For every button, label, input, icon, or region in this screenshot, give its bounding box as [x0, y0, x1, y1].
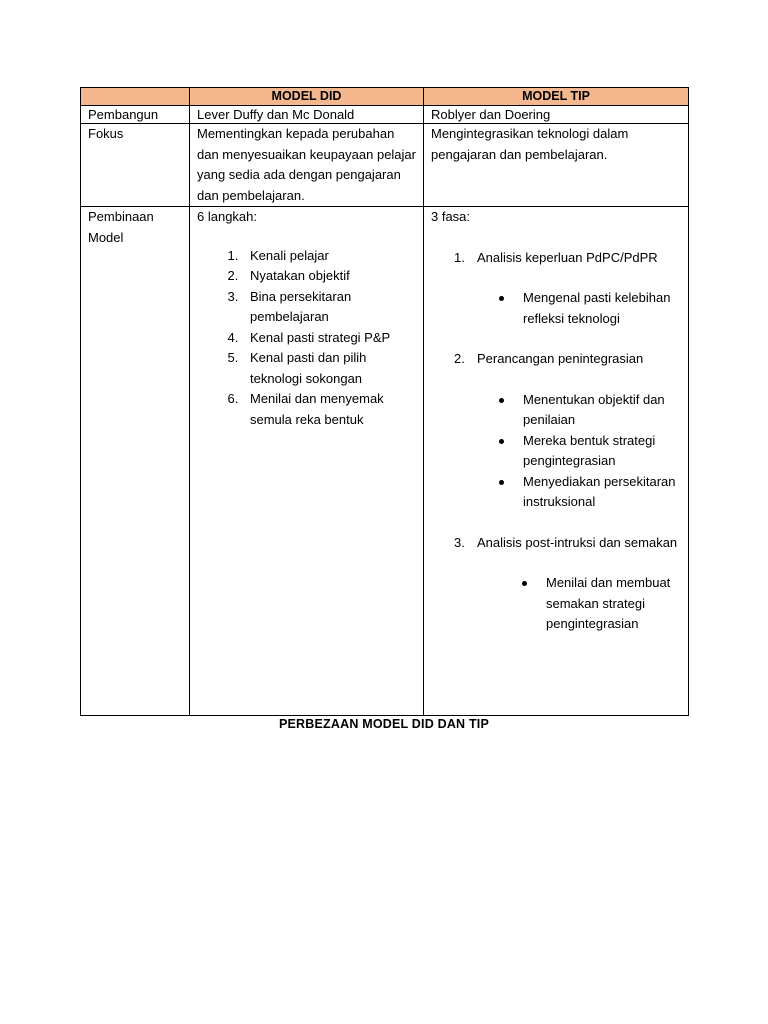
table-caption: PERBEZAAN MODEL DID DAN TIP — [278, 717, 490, 731]
did-pembinaan — [190, 207, 424, 716]
tip-phase-3 — [431, 533, 684, 635]
phase-bullet — [431, 472, 684, 513]
tip-fokus: Mengintegrasikan teknologi dalam pengajaran dan pembelajaran. — [424, 124, 689, 207]
did-fokus: Mementingkan kepada perubahan dan menyesuaikan keupayaan pelajar yang sedia ada dengan pengajaran dan pembelajaran. — [190, 124, 424, 207]
phase-number: 2. — [454, 351, 465, 366]
header-row — [81, 88, 689, 106]
header-model-tip: MODEL TIP — [424, 88, 689, 106]
tip-phase-2 — [431, 349, 684, 513]
bullet-text: Menilai dan membuat semakan strategi pengintegrasian — [546, 575, 671, 631]
tip-phase-1 — [431, 248, 684, 330]
phase-title: Perancangan penintegrasian — [477, 351, 644, 366]
row-pembangun — [81, 106, 689, 124]
phase-bullets — [431, 573, 684, 635]
did-step: 2. Nyatakan objektif — [242, 266, 419, 287]
row-pembinaan — [81, 207, 689, 716]
did-step: 5. Kenal pasti dan pilih teknologi sokongan — [242, 348, 419, 389]
phase-title: Analisis keperluan PdPC/PdPR — [477, 249, 658, 265]
phase-bullets — [431, 288, 684, 329]
header-blank — [81, 88, 190, 106]
row-label-fokus: Fokus — [81, 124, 190, 207]
bullet-text: Menyediakan persekitaran instruksional — [523, 473, 676, 509]
comparison-table — [80, 87, 689, 716]
phase-bullet — [431, 431, 684, 472]
tip-pembangun: Roblyer dan Doering — [424, 106, 689, 124]
phase-number: 3. — [454, 534, 465, 550]
did-step: 6. Menilai dan menyemak semula reka bentuk — [242, 389, 419, 430]
did-steps-list — [197, 246, 419, 431]
row-fokus — [81, 124, 689, 207]
did-step: 1. Kenali pelajar — [242, 246, 419, 267]
did-step: 4. Kenal pasti strategi P&P — [242, 328, 419, 349]
did-steps-intro: 6 langkah: — [197, 209, 257, 224]
bullet-text: Mengenal pasti kelebihan refleksi teknologi — [523, 290, 671, 326]
bullet-icon — [499, 480, 504, 485]
phase-number: 1. — [454, 249, 465, 265]
phase-bullet — [431, 288, 684, 329]
bullet-icon — [499, 296, 504, 301]
bullet-icon — [499, 398, 504, 403]
bullet-text: Menentukan objektif dan penilaian — [523, 391, 665, 427]
phase-bullet — [431, 390, 684, 431]
phase-title: Analisis post-intruksi dan semakan — [477, 534, 678, 550]
row-label-pembangun: Pembangun — [81, 106, 190, 124]
did-pembangun: Lever Duffy dan Mc Donald — [190, 106, 424, 124]
bullet-icon — [499, 439, 504, 444]
header-model-did: MODEL DID — [190, 88, 424, 106]
tip-phases-intro: 3 fasa: — [431, 209, 471, 224]
bullet-text: Mereka bentuk strategi pengintegrasian — [523, 432, 656, 468]
bullet-icon — [522, 581, 527, 586]
did-step: 3. Bina persekitaran pembelajaran — [242, 287, 419, 328]
row-label-pembinaan: Pembinaan Model — [81, 207, 190, 716]
tip-pembinaan — [424, 207, 689, 716]
phase-bullets — [431, 390, 684, 513]
phase-bullet — [431, 573, 684, 635]
